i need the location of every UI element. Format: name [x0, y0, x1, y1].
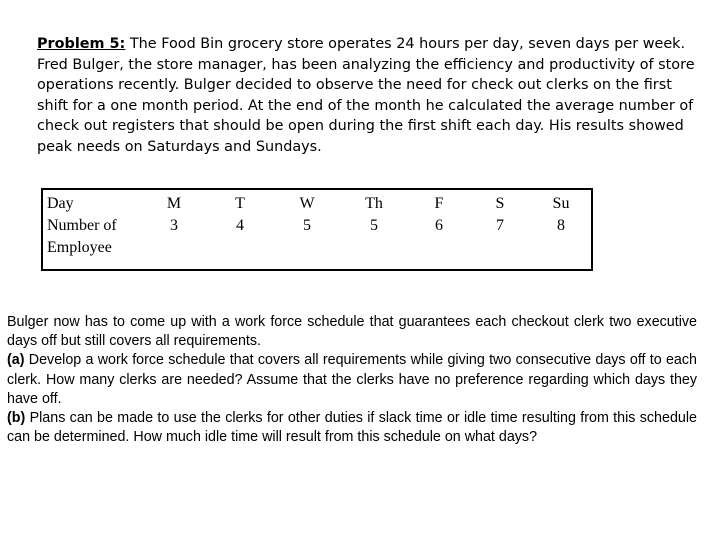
day-row-header: Day	[47, 195, 74, 212]
day-cell: Th	[365, 195, 383, 212]
employee-row-header: Number of Employee	[47, 217, 117, 256]
problem-intro	[37, 34, 699, 157]
employee-row	[42, 215, 592, 270]
employee-cell: 5	[370, 217, 378, 234]
day-cell: W	[299, 195, 315, 212]
employee-cell: 5	[303, 217, 311, 234]
employee-cell: 4	[236, 217, 244, 234]
employee-cell: 3	[170, 217, 178, 234]
staffing-table	[41, 188, 593, 271]
problem-body	[7, 313, 697, 447]
problem-label: Problem 5:	[37, 36, 126, 52]
day-cell: T	[235, 195, 245, 212]
employee-cell: 6	[435, 217, 443, 234]
part-b-text: Plans can be made to use the clerks for other duties if slack time or idle time resulting from this schedule can be determined. How much idle time will result from this schedule on what days?	[7, 410, 697, 446]
part-b-label: (b)	[7, 410, 26, 427]
day-cell: S	[495, 195, 505, 212]
day-row	[42, 189, 592, 215]
problem-intro-text: The Food Bin grocery store operates 24 hours per day, seven days per week. Fred Bulger, the store manager, has been analyzing the efficiency and productivity of store operations recently. Bulger decided to observe the need for check out clerks on the first shift for a one month period. At the end of the month he calculated the average number of check out registers that should be open during the first shift each day. His results showed peak needs on Saturdays and Sundays.	[37, 36, 695, 155]
part-a-label: (a)	[7, 352, 25, 369]
employee-cell: 7	[496, 217, 504, 234]
part-a	[7, 351, 697, 409]
day-cell: Su	[552, 195, 570, 212]
day-cell: M	[166, 195, 182, 212]
day-cell: F	[434, 195, 444, 212]
requirement-paragraph: Bulger now has to come up with a work force schedule that guarantees each checkout clerk two executive days off but still covers all requirements.	[7, 314, 697, 350]
part-a-text: Develop a work force schedule that covers all requirements while giving two consecutive days off to each clerk. How many clerks are needed? Assume that the clerks have no preference regarding which days they have off.	[7, 352, 697, 407]
part-b	[7, 409, 697, 447]
employee-cell: 8	[557, 217, 565, 234]
